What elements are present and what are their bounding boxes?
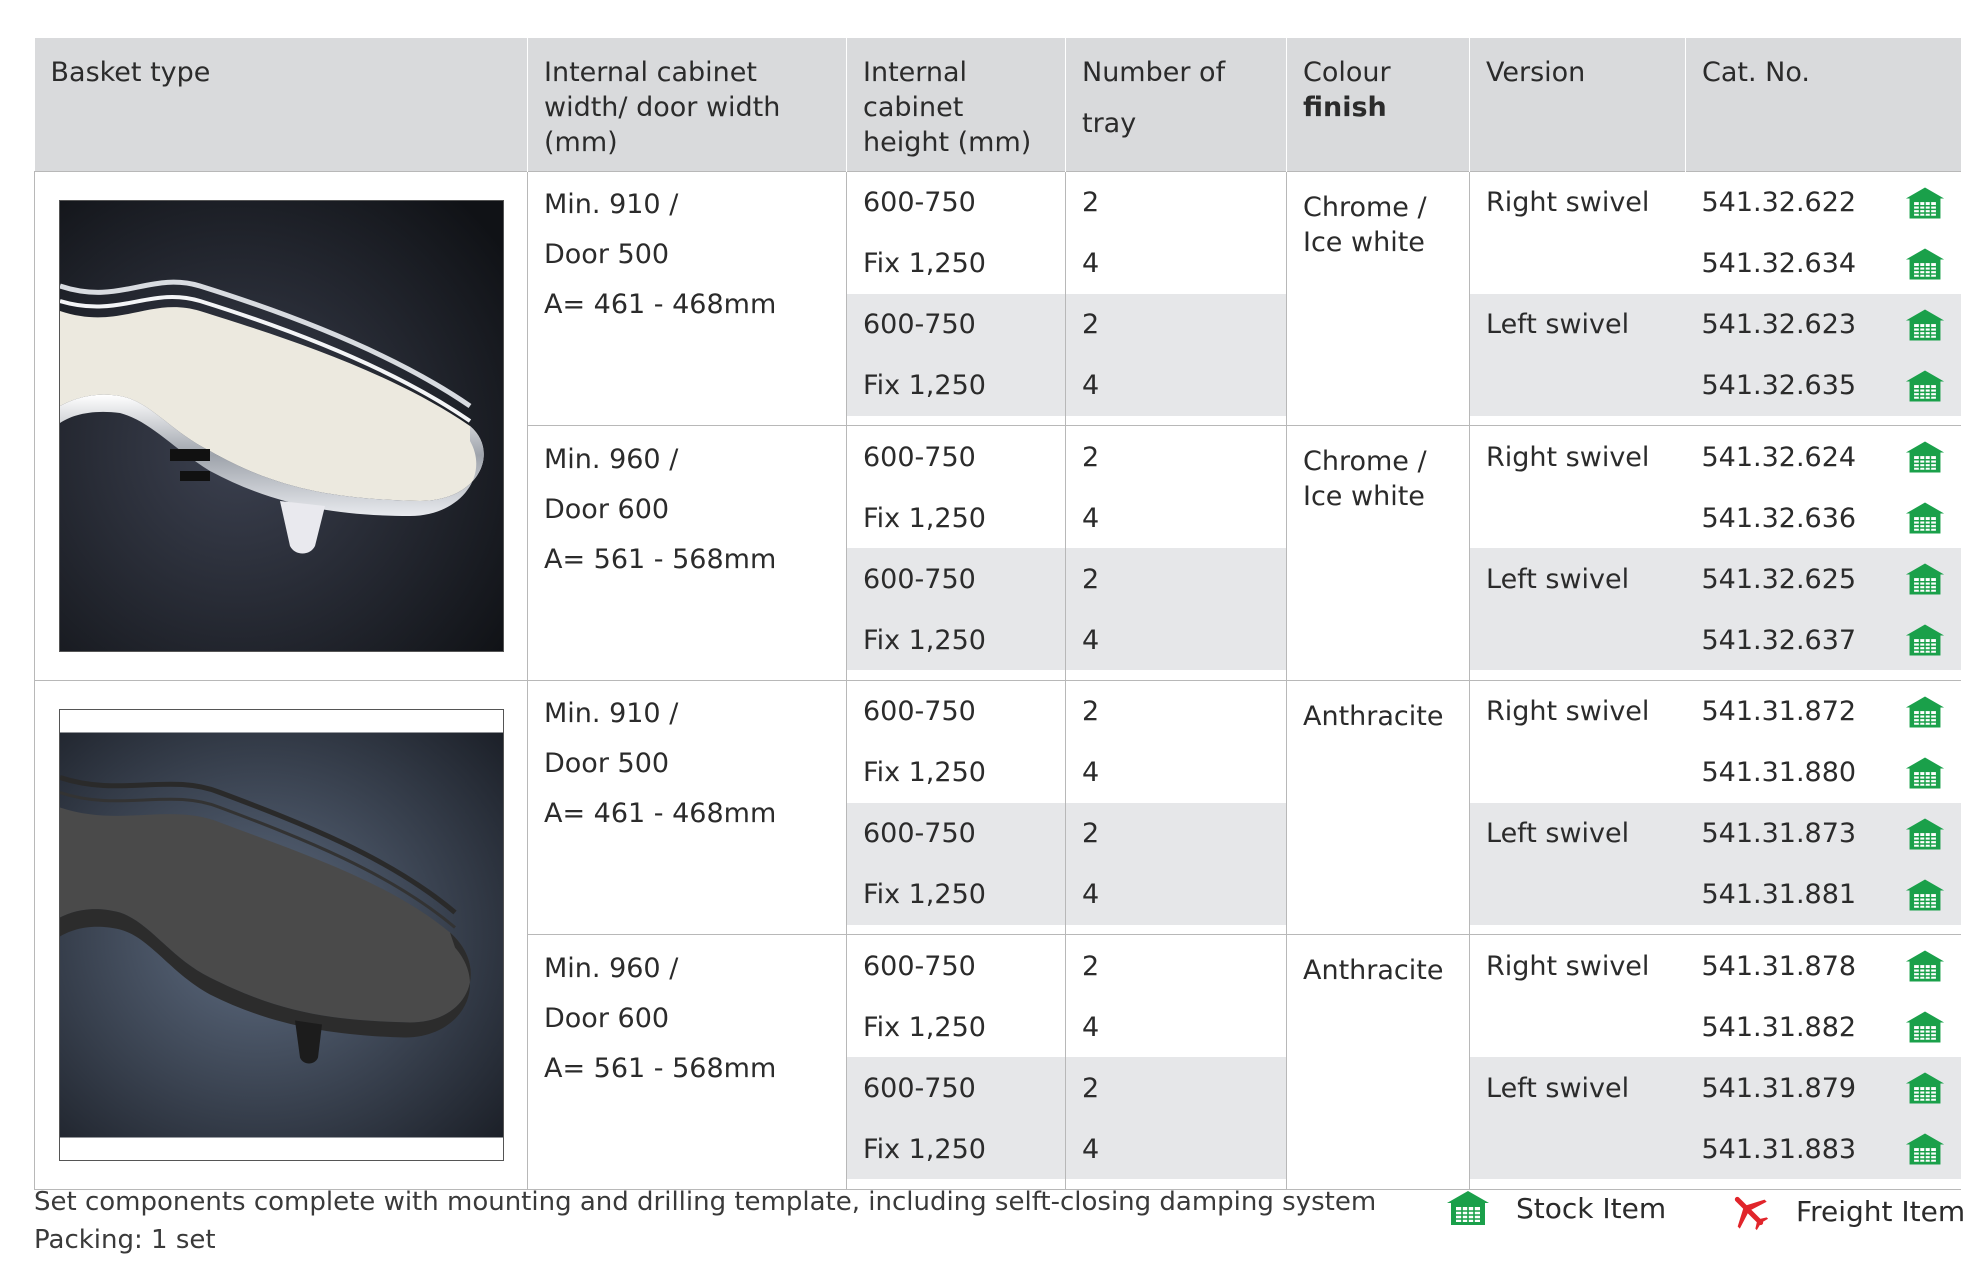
cat-cell: [1686, 426, 1961, 681]
width-line: A= 461 - 468mm: [544, 289, 777, 320]
stock-warehouse-icon: [1905, 247, 1945, 281]
cat-number: 541.31.873: [1701, 818, 1857, 849]
tray-value: 2: [1082, 696, 1100, 727]
version-value: Right swivel: [1486, 187, 1650, 218]
height-value: Fix 1,250: [847, 610, 1065, 670]
header-tray: [1066, 38, 1287, 171]
cat-number: 541.31.872: [1701, 696, 1857, 727]
legend-stock: [1446, 1190, 1666, 1226]
tray-value: 4: [1082, 757, 1100, 788]
version-value: [1470, 743, 1686, 803]
cat-row: [1686, 548, 1961, 610]
stock-warehouse-icon: [1905, 1132, 1945, 1166]
width-line: Min. 960 /: [544, 443, 679, 475]
cat-row: [1686, 356, 1961, 416]
colour-value: Chrome / Ice white: [1303, 446, 1427, 512]
cat-row: [1686, 610, 1961, 670]
tray-value: 2: [1066, 1057, 1286, 1119]
chrome-ice-white-basket-image: [59, 200, 504, 652]
stock-warehouse-icon: [1446, 1190, 1490, 1226]
stock-warehouse-icon: [1905, 562, 1945, 596]
cat-cell: [1686, 171, 1961, 426]
height-value: Fix 1,250: [847, 356, 1065, 416]
cat-row: [1686, 681, 1961, 743]
colour-value: Anthracite: [1303, 955, 1444, 986]
cat-row: [1686, 172, 1961, 234]
version-cell: [1470, 680, 1686, 935]
width-cell: [528, 935, 847, 1190]
colour-cell: [1287, 935, 1470, 1190]
header-colour: [1287, 38, 1470, 171]
tray-cell: [1066, 426, 1287, 681]
height-value: 600-750: [863, 187, 976, 218]
version-value: Left swivel: [1470, 1057, 1686, 1119]
header-width: Internal cabinet width/ door width (mm): [528, 38, 847, 171]
version-value: Left swivel: [1470, 803, 1686, 865]
header-height: Internal cabinet height (mm): [847, 38, 1066, 171]
table-row: [35, 171, 1961, 426]
width-line: A= 561 - 568mm: [544, 1052, 777, 1084]
cat-row: [1686, 803, 1961, 865]
basket-image-cell: [35, 680, 528, 1189]
tray-value: 4: [1066, 356, 1286, 416]
tray-value: 4: [1066, 1119, 1286, 1179]
header-cat-no: Cat. No.: [1686, 38, 1961, 171]
stock-warehouse-icon: [1905, 440, 1945, 474]
cat-number: 541.31.878: [1701, 950, 1857, 982]
stock-warehouse-icon: [1905, 308, 1945, 342]
width-line: Door 500: [544, 748, 670, 779]
cat-number: 541.31.882: [1701, 1011, 1857, 1043]
header-version: Version: [1470, 38, 1686, 171]
cat-row: [1686, 743, 1961, 803]
tray-value: 4: [1082, 1011, 1100, 1043]
height-value: Fix 1,250: [847, 865, 1065, 925]
tray-value: 2: [1066, 294, 1286, 356]
height-value: Fix 1,250: [863, 757, 986, 788]
cat-number: 541.32.624: [1701, 441, 1857, 473]
stock-warehouse-icon: [1905, 817, 1945, 851]
cat-number: 541.32.623: [1701, 309, 1857, 340]
tray-cell: [1066, 935, 1287, 1190]
height-value: 600-750: [847, 803, 1065, 865]
product-table: [34, 38, 1961, 1190]
stock-warehouse-icon: [1905, 1010, 1945, 1044]
height-cell: [847, 935, 1066, 1190]
version-value: [1470, 610, 1686, 670]
cat-number: 541.32.622: [1701, 187, 1857, 218]
version-value: Left swivel: [1470, 548, 1686, 610]
stock-warehouse-icon: [1905, 501, 1945, 535]
footer-line-1: Set components complete with mounting and drilling template, including selft-closing damping system: [34, 1187, 1377, 1217]
footer-line-2: Packing: 1 set: [34, 1225, 216, 1255]
version-value: Right swivel: [1486, 441, 1650, 473]
cat-number: 541.31.879: [1701, 1072, 1857, 1104]
tray-value: 2: [1082, 441, 1100, 473]
stock-warehouse-icon: [1905, 878, 1945, 912]
width-line: Door 500: [544, 239, 670, 270]
stock-warehouse-icon: [1905, 623, 1945, 657]
version-value: Right swivel: [1486, 950, 1650, 982]
colour-value: Anthracite: [1303, 700, 1444, 732]
version-value: [1470, 234, 1686, 294]
legend-freight-label: Freight Item: [1796, 1194, 1966, 1228]
cat-row: [1686, 488, 1961, 548]
version-value: [1470, 1119, 1686, 1179]
width-cell: [528, 171, 847, 426]
freight-airplane-icon: [1728, 1190, 1770, 1232]
height-value: 600-750: [863, 950, 976, 982]
colour-cell: [1287, 171, 1470, 426]
stock-warehouse-icon: [1905, 1071, 1945, 1105]
version-cell: [1470, 171, 1686, 426]
header-basket-type: Basket type: [35, 38, 528, 171]
anthracite-basket-image: [59, 709, 504, 1161]
stock-warehouse-icon: [1905, 695, 1945, 729]
height-value: 600-750: [847, 294, 1065, 356]
stock-warehouse-icon: [1905, 369, 1945, 403]
width-line: Min. 960 /: [544, 952, 679, 984]
width-line: A= 561 - 568mm: [544, 543, 777, 575]
cat-row: [1686, 426, 1961, 488]
cat-row: [1686, 865, 1961, 925]
version-cell: [1470, 426, 1686, 681]
stock-warehouse-icon: [1905, 186, 1945, 220]
header-colour-line1: Colour: [1303, 57, 1391, 88]
basket-image-cell: [35, 171, 528, 680]
tray-value: 4: [1066, 610, 1286, 670]
tray-value: 2: [1066, 803, 1286, 865]
cat-cell: [1686, 935, 1961, 1190]
version-value: [1470, 356, 1686, 416]
cat-number: 541.32.634: [1701, 248, 1857, 279]
height-value: Fix 1,250: [863, 1011, 986, 1043]
cat-number: 541.32.625: [1701, 563, 1857, 595]
colour-cell: [1287, 426, 1470, 681]
height-value: Fix 1,250: [847, 1119, 1065, 1179]
height-value: 600-750: [847, 548, 1065, 610]
width-cell: [528, 680, 847, 935]
height-cell: [847, 680, 1066, 935]
tray-cell: [1066, 680, 1287, 935]
cat-row: [1686, 234, 1961, 294]
cat-row: [1686, 935, 1961, 997]
cat-number: 541.32.637: [1701, 624, 1857, 656]
table-header-row: [35, 38, 1961, 171]
tray-cell: [1066, 171, 1287, 426]
cat-row: [1686, 1119, 1961, 1179]
footer-note: [34, 1183, 1376, 1259]
tray-value: 4: [1066, 865, 1286, 925]
tray-value: 4: [1082, 502, 1100, 534]
height-value: 600-750: [847, 1057, 1065, 1119]
tray-value: 2: [1082, 187, 1100, 218]
legend-stock-label: Stock Item: [1516, 1191, 1667, 1225]
version-value: [1470, 488, 1686, 548]
version-value: Left swivel: [1470, 294, 1686, 356]
tray-value: 4: [1082, 248, 1100, 279]
header-colour-line2: finish: [1303, 92, 1387, 123]
cat-number: 541.31.883: [1701, 1133, 1857, 1165]
height-value: Fix 1,250: [863, 502, 986, 534]
height-value: Fix 1,250: [863, 248, 986, 279]
height-value: 600-750: [863, 696, 976, 727]
cat-number: 541.31.881: [1701, 879, 1857, 910]
colour-value: Chrome / Ice white: [1303, 191, 1427, 258]
height-value: 600-750: [863, 441, 976, 473]
height-cell: [847, 171, 1066, 426]
tray-value: 2: [1066, 548, 1286, 610]
width-line: Door 600: [544, 493, 670, 525]
width-line: Min. 910 /: [544, 698, 679, 729]
width-line: Door 600: [544, 1002, 670, 1034]
legend-freight: [1728, 1190, 1965, 1232]
cat-row: [1686, 294, 1961, 356]
version-value: Right swivel: [1486, 696, 1650, 727]
width-line: Min. 910 /: [544, 189, 679, 220]
width-line: A= 461 - 468mm: [544, 798, 777, 829]
cat-number: 541.32.635: [1701, 370, 1857, 401]
version-cell: [1470, 935, 1686, 1190]
header-tray-line2: tray: [1082, 108, 1137, 139]
stock-warehouse-icon: [1905, 949, 1945, 983]
header-tray-line1: Number of: [1082, 57, 1226, 88]
tray-value: 2: [1082, 950, 1100, 982]
width-cell: [528, 426, 847, 681]
table-row: [35, 680, 1961, 935]
cat-cell: [1686, 680, 1961, 935]
version-value: [1470, 865, 1686, 925]
colour-cell: [1287, 680, 1470, 935]
cat-number: 541.32.636: [1701, 502, 1857, 534]
cat-row: [1686, 997, 1961, 1057]
stock-warehouse-icon: [1905, 756, 1945, 790]
height-cell: [847, 426, 1066, 681]
cat-row: [1686, 1057, 1961, 1119]
cat-number: 541.31.880: [1701, 757, 1857, 788]
version-value: [1470, 997, 1686, 1057]
